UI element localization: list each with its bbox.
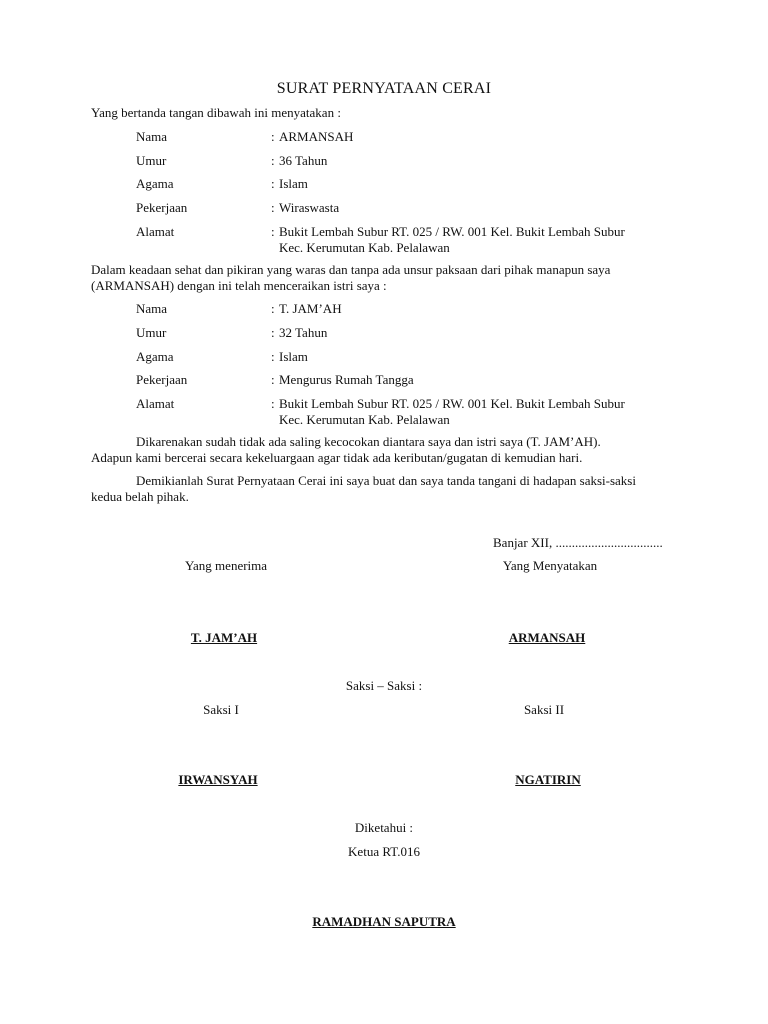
field-value: ARMANSAH (279, 129, 354, 144)
field-colon: : (271, 176, 275, 191)
field-label: Umur (136, 325, 167, 340)
field-colon: : (271, 301, 275, 316)
reason-line-2: Adapun kami bercerai secara kekeluargaan agar tidak ada keributan/gugatan di kemudian hari. (91, 450, 583, 465)
statement-paragraph (91, 262, 691, 294)
field-label: Nama (136, 301, 168, 316)
reason-paragraph (91, 434, 691, 466)
field-label: Pekerjaan (136, 372, 188, 387)
field-value: Islam (279, 349, 308, 364)
field-colon: : (271, 153, 275, 168)
field-value: 36 Tahun (279, 153, 328, 168)
closing-line-1: Demikianlah Surat Pernyataan Cerai ini saya buat dan saya tanda tangani di hadapan saksi-saksi (136, 473, 636, 488)
address-line-1: Bukit Lembah Subur RT. 025 / RW. 001 Kel. Bukit Lembah Subur (279, 396, 625, 411)
field-label: Alamat (136, 396, 175, 411)
field-colon: : (271, 349, 275, 364)
field-value: 32 Tahun (279, 325, 328, 340)
receiver-signature-name: T. JAM’AH (190, 630, 258, 645)
intro-text: Yang bertanda tangan dibawah ini menyatakan : (91, 105, 341, 120)
field-value (279, 224, 679, 256)
field-label: Nama (136, 129, 168, 144)
field-colon: : (271, 200, 275, 215)
statement-line-1: Dalam keadaan sehat dan pikiran yang waras dan tanpa ada unsur paksaan dari pihak manapun saya (91, 262, 611, 277)
witness1-signature-name: IRWANSYAH (178, 772, 258, 787)
witness1-label: Saksi I (203, 702, 239, 717)
place-date: Banjar XII, ................................. (493, 535, 663, 550)
field-colon: : (271, 224, 275, 239)
address-line-1: Bukit Lembah Subur RT. 025 / RW. 001 Kel. Bukit Lembah Subur (279, 224, 625, 239)
field-colon: : (271, 129, 275, 144)
address-line-2: Kec. Kerumutan Kab. Pelalawan (279, 240, 450, 255)
field-label: Agama (136, 349, 174, 364)
field-label: Umur (136, 153, 167, 168)
witnesses-heading: Saksi – Saksi : (345, 678, 423, 693)
field-value: Mengurus Rumah Tangga (279, 372, 414, 387)
closing-paragraph (91, 473, 691, 505)
statement-line-2: (ARMANSAH) dengan ini telah menceraikan istri saya : (91, 278, 387, 293)
field-value: T. JAM’AH (279, 301, 342, 316)
field-colon: : (271, 325, 275, 340)
witness2-label: Saksi II (523, 702, 565, 717)
acknowledged-label: Diketahui : (354, 820, 414, 835)
rt-head-label: Ketua RT.016 (348, 844, 420, 859)
field-label: Alamat (136, 224, 175, 239)
field-value: Islam (279, 176, 308, 191)
field-value (279, 396, 679, 428)
document-title: SURAT PERNYATAAN CERAI (276, 80, 492, 97)
field-colon: : (271, 372, 275, 387)
rt-head-signature-name: RAMADHAN SAPUTRA (312, 914, 456, 929)
receiver-label: Yang menerima (184, 558, 268, 573)
address-line-2: Kec. Kerumutan Kab. Pelalawan (279, 412, 450, 427)
field-colon: : (271, 396, 275, 411)
closing-line-2: kedua belah pihak. (91, 489, 189, 504)
declarant-label: Yang Menyatakan (502, 558, 598, 573)
reason-line-1: Dikarenakan sudah tidak ada saling kecocokan diantara saya dan istri saya (T. JAM’AH). (136, 434, 601, 449)
field-label: Pekerjaan (136, 200, 188, 215)
field-label: Agama (136, 176, 174, 191)
witness2-signature-name: NGATIRIN (515, 772, 581, 787)
declarant-signature-name: ARMANSAH (508, 630, 586, 645)
field-value: Wiraswasta (279, 200, 340, 215)
